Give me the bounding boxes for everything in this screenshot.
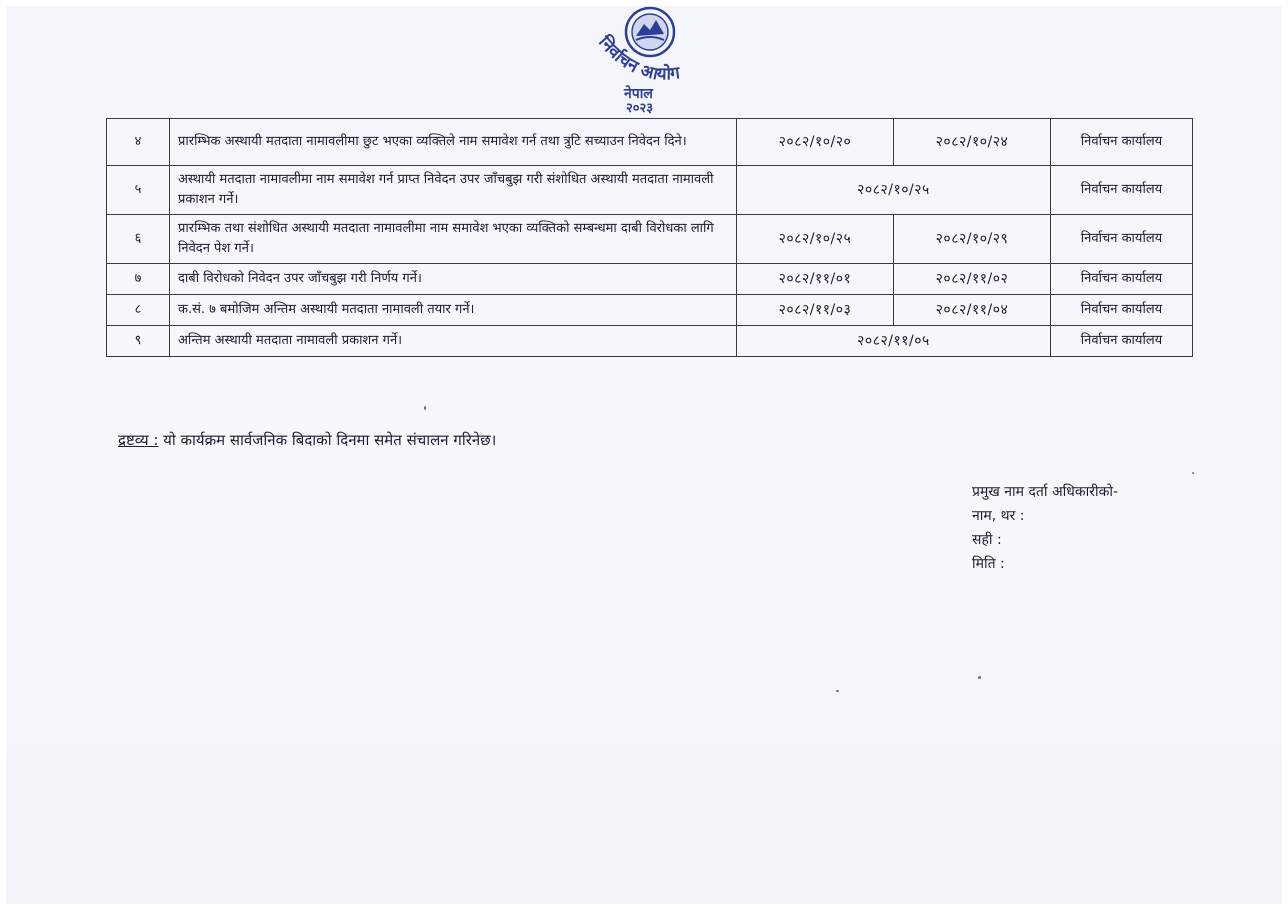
date-merged: २०८२/१०/२५ bbox=[737, 166, 1051, 215]
activity-cell: प्रारम्भिक अस्थायी मतदाता नामावलीमा छुट भएका व्यक्तिले नाम समावेश गर्न तथा त्रुटि सच्याउन निवेदन दिने। bbox=[170, 119, 737, 166]
end-date: २०८२/११/०४ bbox=[894, 295, 1051, 326]
activity-cell: प्रारम्भिक तथा संशोधित अस्थायी मतदाता नामावलीमा नाम समावेश भएका व्यक्तिको सम्बन्धमा दाबी विरोधका लागि निवेदन पेश गर्ने। bbox=[170, 215, 737, 264]
election-commission-seal bbox=[590, 6, 710, 116]
serial-number: ८ bbox=[107, 295, 170, 326]
document-page bbox=[6, 6, 1282, 904]
serial-number: ४ bbox=[107, 119, 170, 166]
scan-speck bbox=[836, 690, 839, 692]
activity-cell: क.सं. ७ बमोजिम अन्तिम अस्थायी मतदाता नामावली तयार गर्ने। bbox=[170, 295, 737, 326]
seal-text-country: नेपाल bbox=[624, 86, 653, 102]
responsible-office: निर्वाचन कार्यालय bbox=[1051, 295, 1193, 326]
end-date: २०८२/१०/२४ bbox=[894, 119, 1051, 166]
responsible-office: निर्वाचन कार्यालय bbox=[1051, 326, 1193, 357]
start-date: २०८२/११/०३ bbox=[737, 295, 894, 326]
table-row bbox=[107, 295, 1193, 326]
signature-title: प्रमुख नाम दर्ता अधिकारीको- bbox=[972, 484, 1119, 500]
note-label: द्रष्टव्य : bbox=[118, 431, 159, 449]
responsible-office: निर्वाचन कार्यालय bbox=[1051, 215, 1193, 264]
activity-cell: अस्थायी मतदाता नामावलीमा नाम समावेश गर्न प्राप्त निवेदन उपर जाँचबुझ गरी संशोधित अस्थायी मतदाता नामावली प्रकाशन गर्ने। bbox=[170, 166, 737, 215]
date-merged: २०८२/११/०५ bbox=[737, 326, 1051, 357]
seal-text-year: २०२३ bbox=[626, 101, 654, 116]
table-row bbox=[107, 326, 1193, 357]
activity-cell: दाबी विरोधको निवेदन उपर जाँचबुझ गरी निर्णय गर्ने। bbox=[170, 264, 737, 295]
serial-number: ९ bbox=[107, 326, 170, 357]
schedule-table bbox=[106, 118, 1193, 357]
serial-number: ७ bbox=[107, 264, 170, 295]
table-row bbox=[107, 166, 1193, 215]
note-text: यो कार्यक्रम सार्वजनिक बिदाको दिनमा समेत संचालन गरिनेछ। bbox=[158, 431, 497, 449]
scan-speck bbox=[1192, 472, 1194, 474]
responsible-office: निर्वाचन कार्यालय bbox=[1051, 166, 1193, 215]
note-line bbox=[118, 430, 496, 450]
table-row bbox=[107, 119, 1193, 166]
end-date: २०८२/१०/२९ bbox=[894, 215, 1051, 264]
table-row bbox=[107, 264, 1193, 295]
seal-text-main: निर्वाचन आयोग bbox=[594, 32, 682, 85]
activity-cell: अन्तिम अस्थायी मतदाता नामावली प्रकाशन गर्ने। bbox=[170, 326, 737, 357]
signature-sign-field: सही : bbox=[972, 532, 1002, 548]
scan-speck bbox=[978, 676, 981, 679]
end-date: २०८२/११/०२ bbox=[894, 264, 1051, 295]
signature-block bbox=[972, 480, 1118, 576]
signature-name-field: नाम, थर : bbox=[972, 508, 1025, 524]
start-date: २०८२/११/०१ bbox=[737, 264, 894, 295]
signature-date-field: मिति : bbox=[972, 556, 1005, 572]
serial-number: ५ bbox=[107, 166, 170, 215]
start-date: २०८२/१०/२० bbox=[737, 119, 894, 166]
serial-number: ६ bbox=[107, 215, 170, 264]
scan-speck bbox=[424, 406, 426, 410]
responsible-office: निर्वाचन कार्यालय bbox=[1051, 119, 1193, 166]
table-row bbox=[107, 215, 1193, 264]
start-date: २०८२/१०/२५ bbox=[737, 215, 894, 264]
responsible-office: निर्वाचन कार्यालय bbox=[1051, 264, 1193, 295]
